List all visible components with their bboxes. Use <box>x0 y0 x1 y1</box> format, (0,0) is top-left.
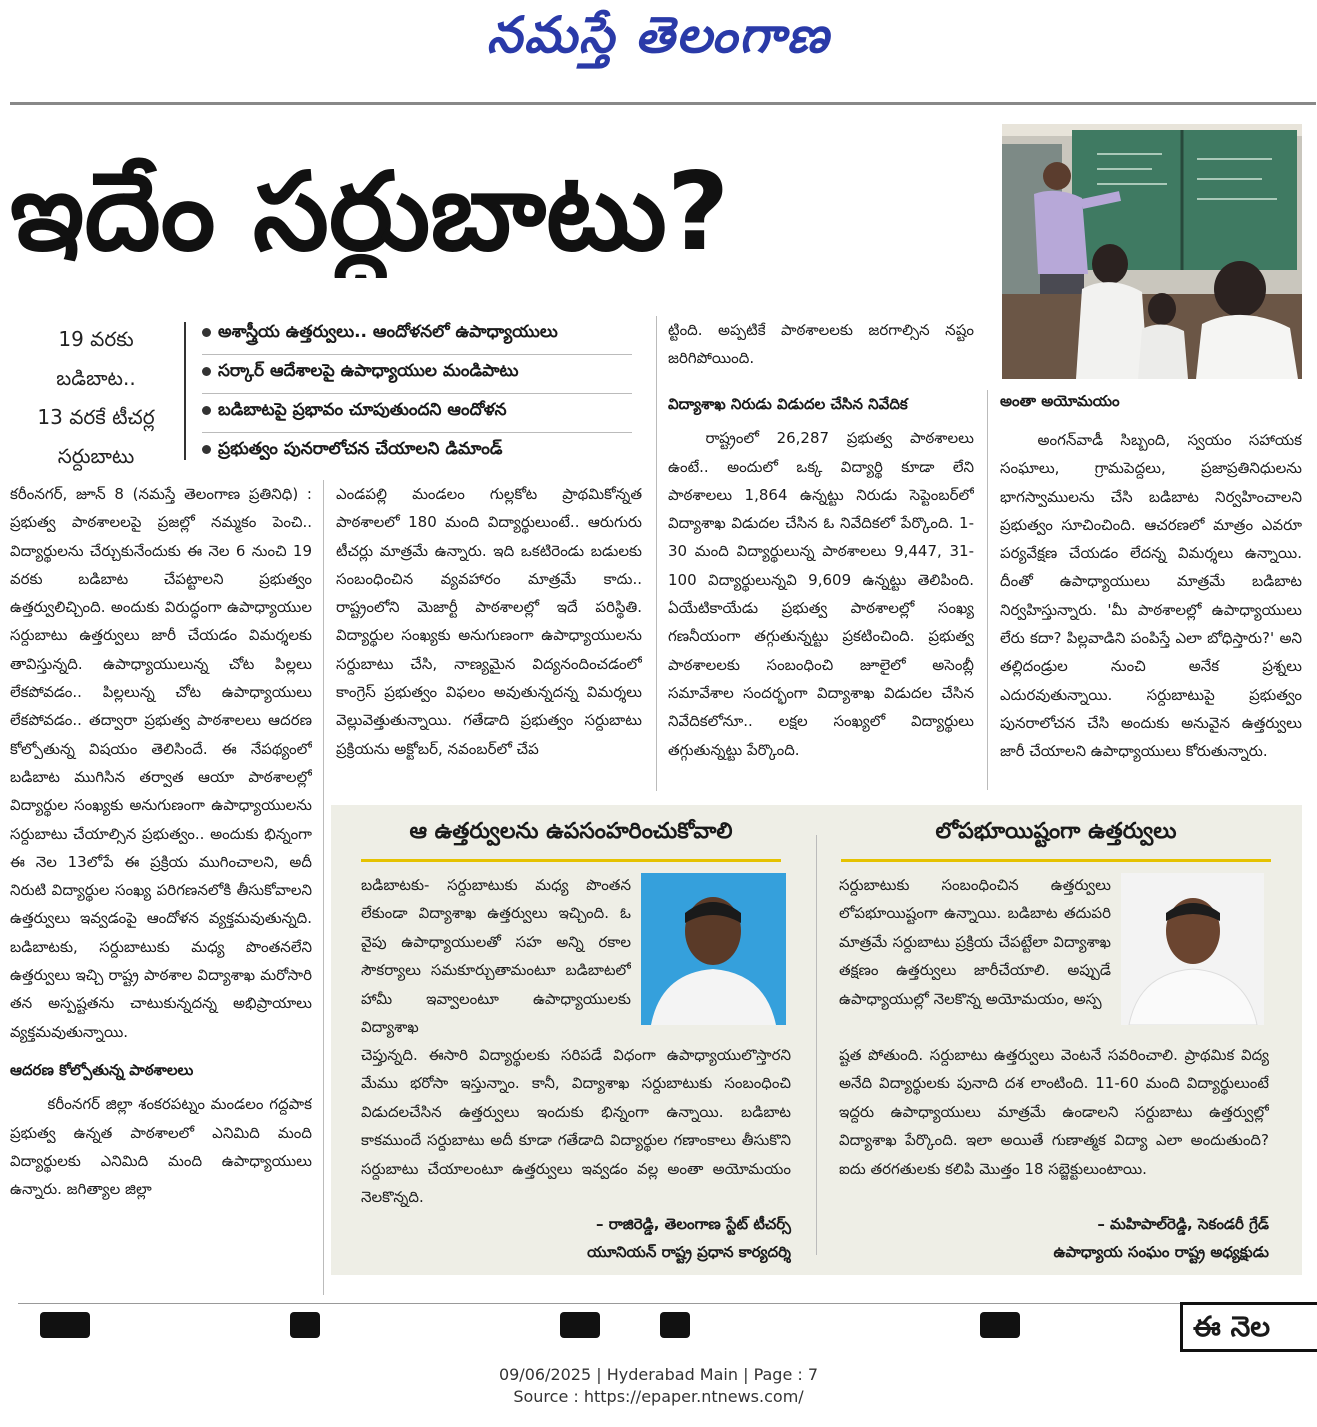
kicker-line: 19 వరకు <box>58 327 134 351</box>
opinion-right-rule <box>841 859 1271 862</box>
portrait-mahipalreddy <box>1121 873 1264 1025</box>
kicker-line: 13 వరకే టీచర్ల <box>37 405 155 429</box>
kicker-box <box>10 320 182 476</box>
bullet-text: సర్కార్ ఆదేశాలపై ఉపాధ్యాయుల మండిపాటు <box>218 361 519 381</box>
cropped-headline-fragment <box>560 1312 600 1338</box>
page-bottom-rule <box>18 1303 1308 1304</box>
portrait-mahipalreddy-image <box>1121 873 1264 1025</box>
portrait-rajireddy <box>641 873 786 1025</box>
bullet-item <box>202 316 632 355</box>
article-paragraph: కరీంనగర్ జిల్లా శంకరపట్నం మండలం గద్దపాక ప్రభుత్వ ఉన్నత పాఠశాలలో ఎనిమిది మంది విద్యార్థులకు ఎనిమిది మంది ఉపాధ్యాయులు ఉన్నారు. జగిత్యాల జిల్లా <box>10 1095 312 1199</box>
bullet-item <box>202 433 632 471</box>
column-divider <box>656 316 657 791</box>
masthead-rule <box>10 102 1316 105</box>
bullet-item <box>202 394 632 433</box>
opinion-right-text-bottom: ష్టత పోతుంది. సర్దుబాటు ఉత్తర్వులు వెంటనే సవరించాలి. ప్రాథమిక విద్య అనేది విద్యార్థులకు పునాది దశ లాంటింది. 11-60 మంది విద్యార్థులుంటే ఇద్దరు ఉపాధ్యాయులు మాత్రమే ఉండాలని సర్దుబాటు ఉత్తర్వుల్లో విద్యాశాఖ పేర్కొంది. ఇలా అయితే గుణాత్మక విద్యా ఎలా అందుతుంది? ఐదు తరగతులకు కలిపి మొత్తం 18 సబ్జెక్టులుంటాయి. <box>839 1046 1269 1178</box>
cropped-headline-fragment <box>290 1312 320 1338</box>
cropped-headline-fragment <box>660 1312 690 1338</box>
classroom-photo <box>1002 124 1302 379</box>
opinion-box <box>331 805 1302 1275</box>
signature-line: ఉపాధ్యాయ సంఘం రాష్ట్ర అధ్యక్షుడు <box>1053 1243 1269 1261</box>
opinion-right-text-top: సర్దుబాటుకు సంబంధించిన ఉత్తర్వులు లోపభూయిష్టంగా ఉన్నాయి. బడిబాట తదుపరి మాత్రమే సర్దుబాటు ప్రక్రియ చేపట్టేలా విద్యాశాఖ తక్షణం ఉత్తర్వులు జారీచేయాలి. అప్పుడే ఉపాధ్యాయుల్లో నెలకొన్న అయోమయం, అస్ప <box>839 876 1111 1008</box>
opinion-left <box>361 819 781 862</box>
footer-source-link[interactable]: Source : https://epaper.ntnews.com/ <box>513 1387 804 1406</box>
opinion-left-rule <box>361 859 781 862</box>
article-column-2 <box>336 480 642 792</box>
next-story-teaser: ఈ నెల <box>1180 1302 1317 1352</box>
signature-line: – రాజిరెడ్డి, తెలంగాణ స్టేట్ టీచర్స్ <box>596 1215 791 1233</box>
article-subhead: ఆదరణ కోల్పోతున్న పాఠశాలలు <box>10 1060 194 1079</box>
article-column-1 <box>10 480 312 1298</box>
bullet-list <box>202 316 632 471</box>
masthead-logo: నమస్తే తెలంగాణ <box>486 6 831 64</box>
bullet-dot-icon <box>202 367 211 376</box>
next-headline-strip <box>0 1312 1170 1352</box>
bullet-text: అశాస్త్రీయ ఉత్తర్వులు.. ఆందోళనలో ఉపాధ్యాయులు <box>218 322 558 342</box>
article-paragraph: ట్టింది. అప్పటికే పాఠశాలలకు జరగాల్సిన నష్టం జరిగిపోయింది. <box>668 321 974 368</box>
opinion-left-heading: ఆ ఉత్తర్వులను ఉపసంహరించుకోవాలి <box>409 819 733 844</box>
kicker-divider <box>184 322 186 460</box>
opinion-divider <box>816 835 817 1255</box>
kicker-line: బడిబాట.. <box>56 366 136 390</box>
opinion-right-signature <box>839 1210 1269 1266</box>
opinion-left-text-top: బడిబాటకు- సర్దుబాటుకు మధ్య పొంతన లేకుండా విద్యాశాఖ ఉత్తర్వులు ఇచ్చింది. ఓ వైపు ఉపాధ్యాయులతో సహ అన్ని రకాల సౌకర్యాలు సమకూర్చుతామంటూ బడిబాటలో హామీ ఇవ్వాలంటూ ఉపాధ్యాయులకు విద్యాశాఖ <box>361 876 631 1037</box>
footer-edition-info: 09/06/2025 | Hyderabad Main | Page : 7 <box>498 1365 819 1384</box>
opinion-left-signature <box>361 1210 791 1266</box>
article-subhead: విద్యాశాఖ నిరుడు విడుదల చేసిన నివేదిక <box>668 395 908 413</box>
page-footer <box>0 1364 1317 1408</box>
signature-line: – మహిపాల్‌రెడ్డి, సెకండరీ గ్రేడ్ <box>1097 1215 1269 1233</box>
article-paragraph: ఎండపల్లి మండలం గుల్లకోట ప్రాథమికోన్నత పాఠశాలలో 180 మంది విద్యార్థులుంటే.. ఆరుగురు టీచర్లు మాత్రమే ఉన్నారు. ఇది ఒకటిరెండు బడులకు సంబంధించిన వ్యవహారం మాత్రమే కాదు.. రాష్ట్రంలోని మెజార్టీ పాఠశాలల్లో ఇదే పరిస్థితి. విద్యార్థుల సంఖ్యకు అనుగుణంగా ఉపాధ్యాయులను సర్దుబాటు చేసి, నాణ్యమైన విద్యనందించడంలో కాంగ్రెస్ ప్రభుత్వం విఫలం అవుతున్నదన్న విమర్శలు వెల్లువెత్తుతున్నాయి. గతేడాది ప్రభుత్వం సర్దుబాటు ప్రక్రియను అక్టోబర్, నవంబర్‌లో చేప <box>336 485 642 758</box>
article-column-2-continued <box>668 316 974 374</box>
photo-caption: అంతా అయోమయం <box>1000 392 1120 410</box>
bullet-dot-icon <box>202 445 211 454</box>
cropped-headline-fragment <box>40 1312 90 1338</box>
portrait-rajireddy-image <box>641 873 786 1025</box>
article-paragraph: అంగన్‌వాడీ సిబ్బంది, స్వయం సహాయక సంఘాలు, గ్రామపెద్దలు, ప్రజాప్రతినిధులను భాగస్వాములను చేసి బడిబాట నిర్వహించాలని ప్రభుత్వం సూచించింది. ఆచరణలో మాత్రం ఎవరూ పర్యవేక్షణ చేయడం లేదన్న విమర్శలు ఉన్నాయి. దీంతో ఉపాధ్యాయులు మాత్రమే బడిబాట నిర్వహిస్తున్నారు. 'మీ పాఠశాలల్లో ఉపాధ్యాయులు లేరు కదా? పిల్లవాడిని పంపిస్తే ఎలా బోధిస్తారు?' అని తల్లిదండ్రుల నుంచి అనేక ప్రశ్నలు ఎదురవుతున్నాయి. సర్దుబాటుపై ప్రభుత్వం పునరాలోచన చేసి అందుకు అనువైన ఉత్తర్వులు జారీ చేయాలని ఉపాధ్యాయులు కోరుతున్నారు. <box>1000 431 1302 761</box>
article-column-3 <box>668 390 974 792</box>
classroom-photo-image <box>1002 124 1302 379</box>
bullet-dot-icon <box>202 328 211 337</box>
kicker-line: సర్దుబాటు <box>57 444 135 468</box>
bullet-item <box>202 355 632 394</box>
opinion-right-heading: లోపభూయిష్టంగా ఉత్తర్వులు <box>935 819 1177 844</box>
bullet-text: బడిబాటపై ప్రభావం చూపుతుందని ఆందోళన <box>218 400 507 420</box>
bullet-dot-icon <box>202 406 211 415</box>
column-divider <box>323 480 324 1295</box>
column-divider <box>987 390 988 790</box>
bullet-text: ప్రభుత్వం పునరాలోచన చేయాలని డిమాండ్ <box>218 439 503 459</box>
article-paragraph: కరీంనగర్, జూన్ 8 (నమస్తే తెలంగాణ ప్రతినిధి) : ప్రభుత్వ పాఠశాలలపై ప్రజల్లో నమ్మకం పెంచి.. విద్యార్థులను చేర్చుకునేందుకు ఈ నెల 6 నుంచి 19 వరకు బడిబాట చేపట్టాలని ప్రభుత్వం ఉత్తర్వులిచ్చింది. అందుకు విరుద్ధంగా ఉపాధ్యాయుల సర్దుబాటు ఉత్తర్వులు జారీ చేయడం విమర్శలకు తావిస్తున్నది. ఉపాధ్యాయులున్న చోట పిల్లలు లేకపోవడం.. పిల్లలున్న చోట ఉపాధ్యాయులు లేకపోవడం.. తద్వారా ప్రభుత్వ పాఠశాలలు ఆదరణ కోల్పోతున్న విషయం తెలిసిందే. ఈ నేపథ్యంలో బడిబాట ముగిసిన తర్వాత ఆయా పాఠశాలల్లో విద్యార్థుల సంఖ్యకు అనుగుణంగా ఉపాధ్యాయులను సర్దుబాటు చేయాల్సిన ప్రభుత్వం.. అందుకు భిన్నంగా ఈ నెల 13లోపే ఈ ప్రక్రియ ముగించాలని, అదీ నిరుటి విద్యార్థుల సంఖ్య పరిగణనలోకి తీసుకోవాలని ఉత్తర్వులు ఇవ్వడంపై ఆందోళన వ్యక్తమవుతున్నది. బడిబాటకు, సర్దుబాటుకు మధ్య పొంతనలేని ఉత్తర్వులు ఇచ్చి రాష్ట్ర పాఠశాల విద్యాశాఖ మరోసారి తన అస్పష్టతను చాటుకున్నదన్న అభిప్రాయాలు వ్యక్తమవుతున్నాయి. <box>10 485 312 1041</box>
article-column-4 <box>1000 426 1302 792</box>
article-paragraph: రాష్ట్రంలో 26,287 ప్రభుత్వ పాఠశాలలు ఉంటే.. అందులో ఒక్క విద్యార్థి కూడా లేని పాఠశాలలు 1,864 ఉన్నట్టు నిరుడు సెప్టెంబర్‌లో విద్యాశాఖ విడుదల చేసిన ఓ నివేదికలో పేర్కొంది. 1-30 మంది విద్యార్థులున్న పాఠశాలలు 9,447, 31-100 విద్యార్థులున్నవి 9,609 ఉన్నట్టు తెలిపింది. ఏయేటికాయేడు ప్రభుత్వ పాఠశాలల్లో సంఖ్య గణనీయంగా తగ్గుతున్నట్టు ప్రకటించింది. ప్రభుత్వ పాఠశాలలకు సంబంధించి జూలైలో అసెంబ్లీ సమావేశాల సందర్భంగా విద్యాశాఖ విడుదల చేసిన నివేదికలోనూ.. లక్షల సంఖ్యలో విద్యార్థులు తగ్గుతున్నట్టు పేర్కొంది. <box>668 429 974 759</box>
opinion-left-text-bottom: చెప్తున్నది. ఈసారి విద్యార్థులకు సరిపడే విధంగా ఉపాధ్యాయులొస్తారని మేము భరోసా ఇస్తున్నాం. కానీ, విద్యాశాఖ సర్దుబాటుకు సంబంధించి విడుదలచేసిన ఉత్తర్వులు ఇందుకు భిన్నంగా ఉన్నాయి. బడిబాట కాకముందే సర్దుబాటు అదీ కూడా గతేడాది విద్యార్థుల గణాంకాలు తీసుకొని సర్దుబాటు చేయాలంటూ ఉత్తర్వులు ఇవ్వడం వల్ల అంతా అయోమయం నెలకొన్నది. <box>361 1046 791 1207</box>
cropped-headline-fragment <box>980 1312 1020 1338</box>
opinion-right <box>841 819 1271 862</box>
headline: ఇదేం సర్దుబాటు? <box>10 150 730 275</box>
signature-line: యూనియన్ రాష్ట్ర ప్రధాన కార్యదర్శి <box>587 1243 791 1261</box>
